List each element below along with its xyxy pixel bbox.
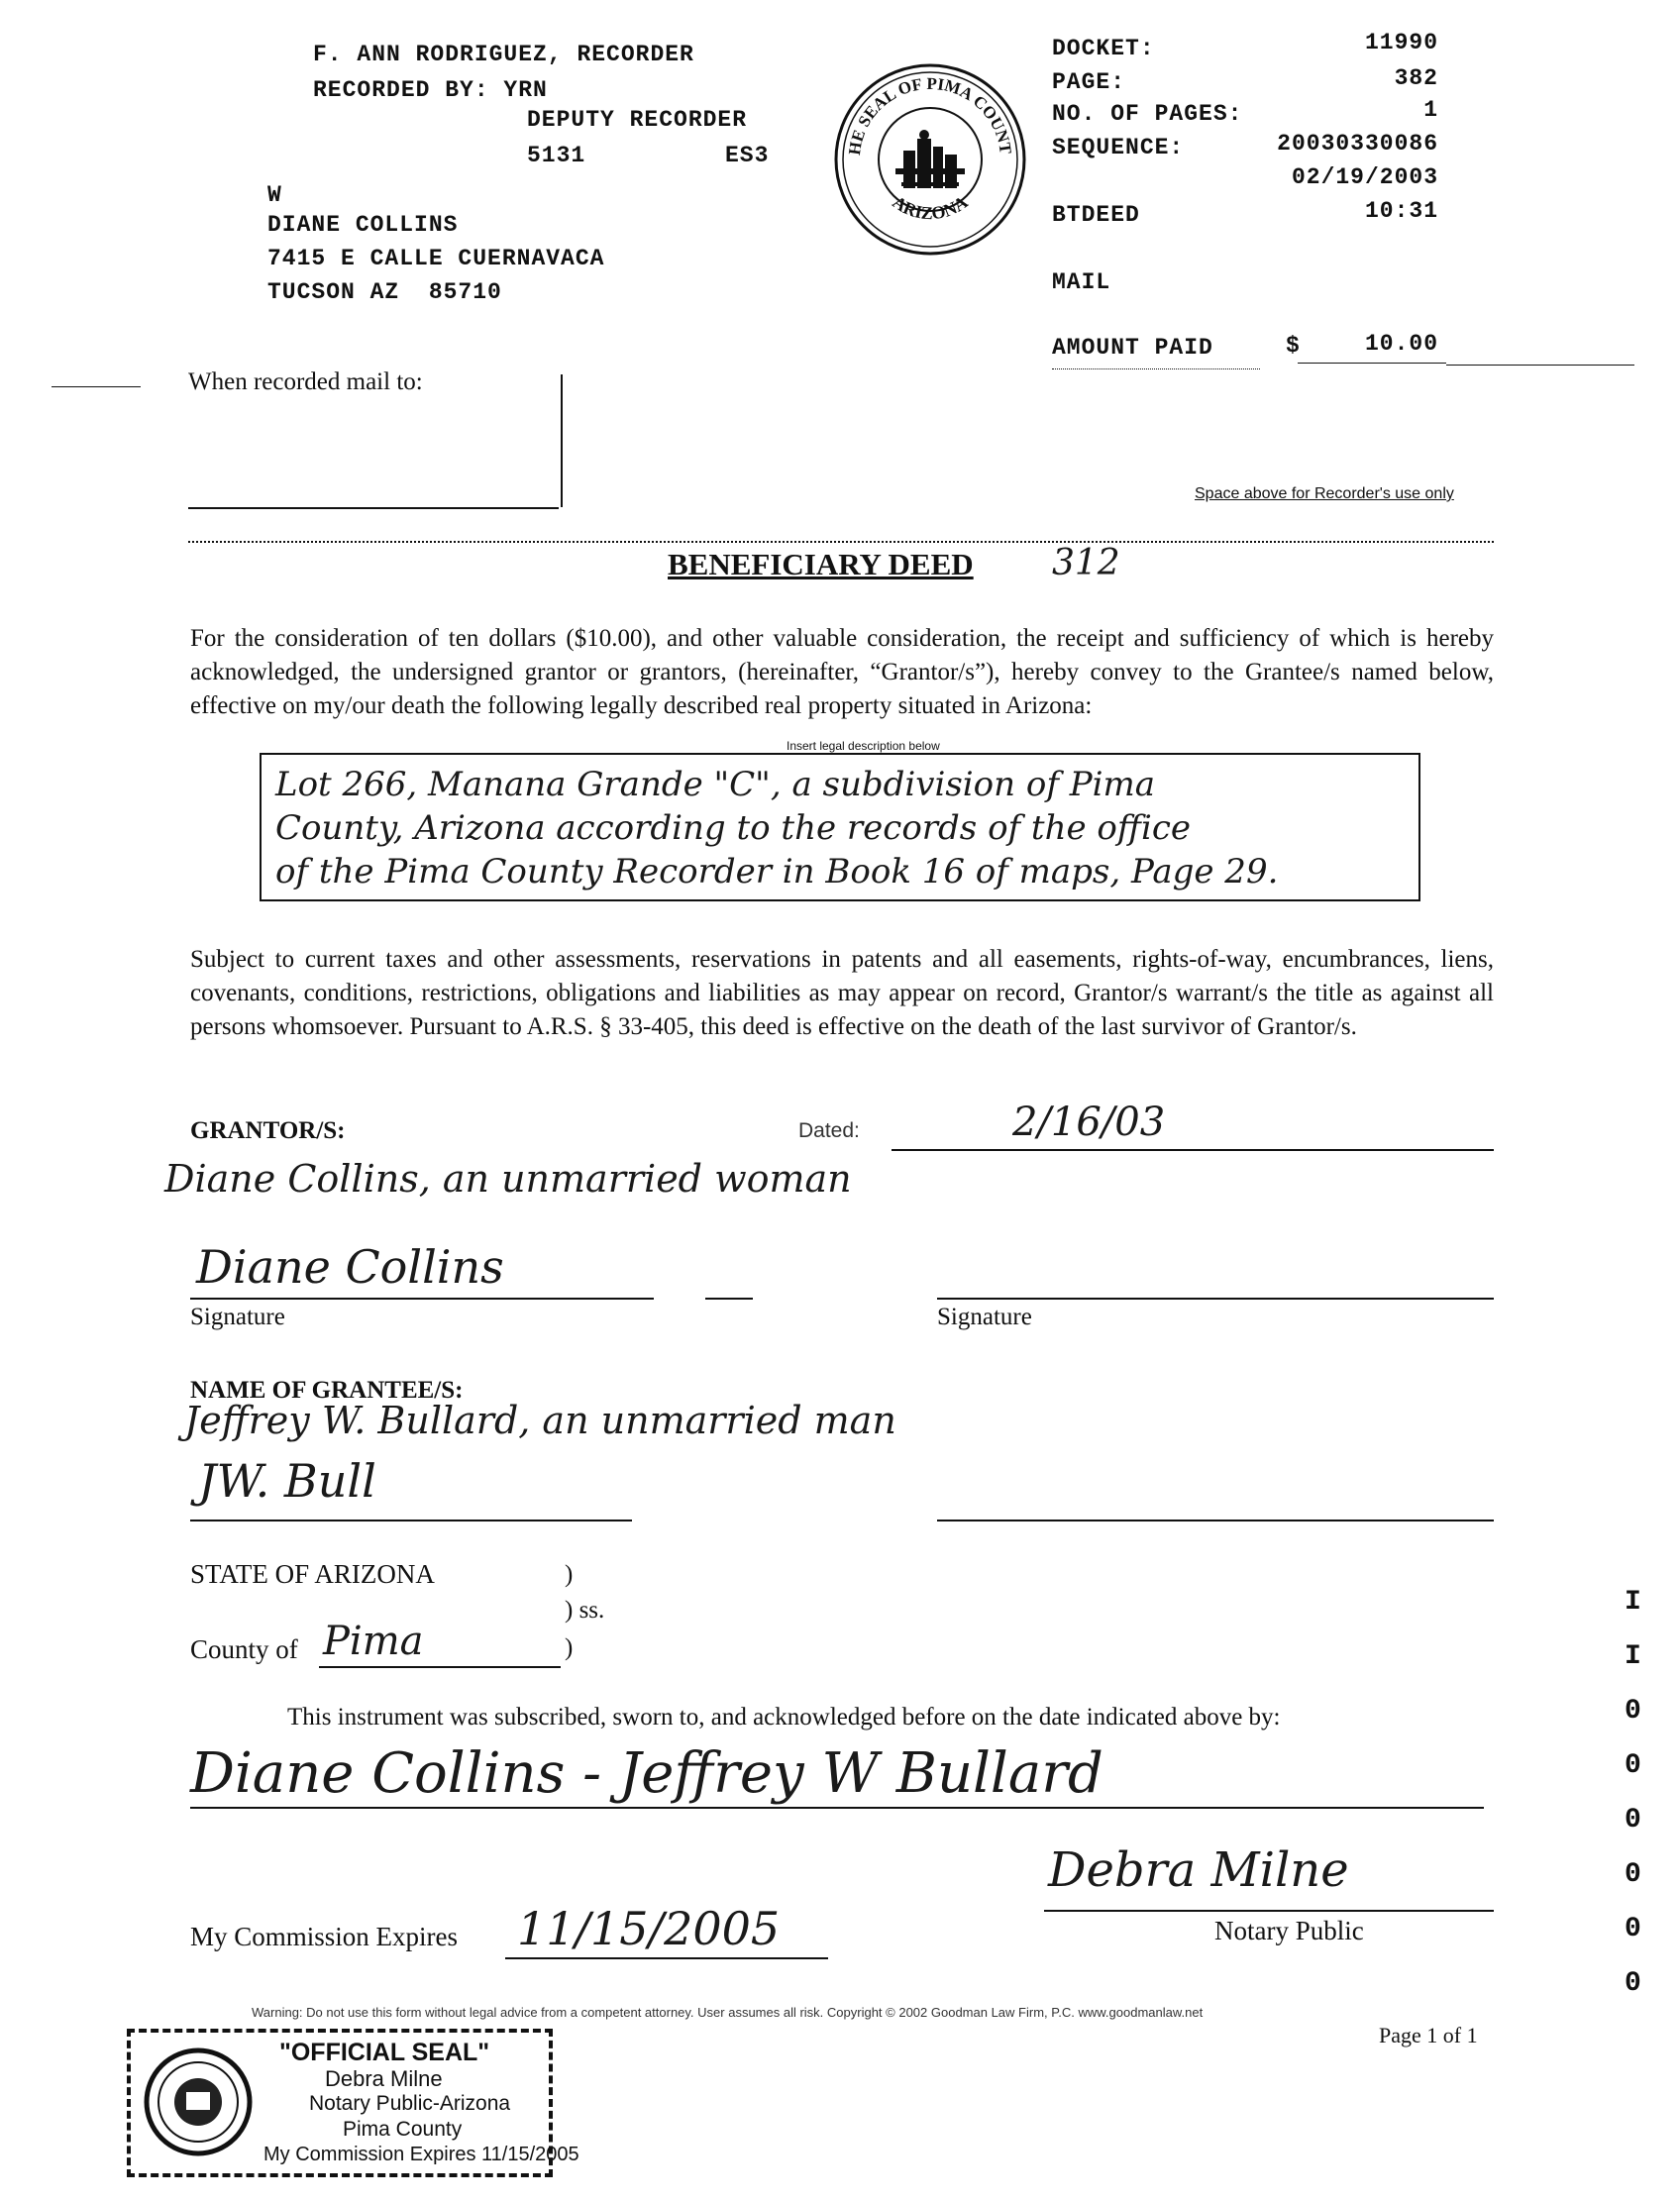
margin-code: I I 0 0 0 0 0 0 — [1625, 1587, 1642, 1999]
instrument-statement: This instrument was subscribed, sworn to, and acknowledged before on the date indicated above by: — [287, 1704, 1281, 1731]
grantor-signature-line — [190, 1298, 654, 1300]
legal-caption: Insert legal description below — [787, 739, 940, 753]
page-label: PAGE: — [1052, 69, 1126, 95]
commission-label: My Commission Expires — [190, 1922, 459, 1951]
grantee-label: NAME OF GRANTEE/S: — [190, 1377, 464, 1404]
amount-currency: $ — [1286, 333, 1301, 359]
docket-value: 11990 — [1364, 30, 1438, 55]
notary-public-label: Notary Public — [1214, 1916, 1364, 1945]
venue-paren-1: ) — [565, 1561, 574, 1588]
legal-line-3: of the Pima County Recorder in Book 16 of maps, Page 29. — [275, 852, 1279, 892]
seal-top-text: HE SEAL OF PIMA COUNT — [844, 73, 1015, 157]
notary-signature-line — [1044, 1910, 1494, 1912]
stamp-expires: My Commission Expires 11/15/2005 — [263, 2144, 579, 2165]
grantee-signature-line — [190, 1520, 632, 1521]
signature-label-left: Signature — [190, 1304, 285, 1330]
sequence-label: SEQUENCE: — [1052, 135, 1185, 160]
notary-seal-graphic — [143, 2046, 254, 2157]
docket-label: DOCKET: — [1052, 36, 1155, 61]
amount-label-underline — [1052, 368, 1260, 369]
seal-bottom-text: ARIZONA — [889, 191, 972, 224]
recorder-code: 5131 — [527, 143, 586, 168]
record-time: 10:31 — [1364, 198, 1438, 224]
stamp-role: Notary Public-Arizona — [309, 2092, 511, 2115]
deed-title-note: 312 — [1052, 543, 1120, 583]
mail-to-line — [188, 507, 559, 509]
recorder-space-divider — [188, 541, 1494, 543]
commission-value: 11/15/2005 — [517, 1902, 781, 1955]
addressee-street: 7415 E CALLE CUERNAVACA — [267, 246, 605, 271]
grantor-label: GRANTOR/S: — [190, 1117, 346, 1144]
county-line — [319, 1666, 561, 1668]
mail-label: MAIL — [1052, 269, 1111, 295]
recorded-by: RECORDED BY: YRN — [313, 77, 548, 103]
deed-type: BTDEED — [1052, 202, 1140, 228]
parties-line — [190, 1807, 1484, 1809]
stamp-name: Debra Milne — [325, 2066, 443, 2091]
addressee-w: W — [267, 182, 282, 208]
svg-text:ARIZONA — [889, 192, 971, 224]
venue-paren-3: ) — [565, 1634, 574, 1661]
state-label: STATE OF ARIZONA — [190, 1559, 435, 1589]
amount-value: 10.00 — [1364, 331, 1438, 357]
recorder-name: F. ANN RODRIGUEZ, RECORDER — [313, 42, 694, 67]
dated-line — [892, 1149, 1494, 1151]
grantee-name: Jeffrey W. Bullard, an unmarried man — [184, 1399, 896, 1442]
acknowledged-parties: Diane Collins - Jeffrey W Bullard — [190, 1741, 1103, 1806]
dated-label: Dated: — [798, 1119, 860, 1142]
grantee-second-line — [937, 1520, 1494, 1521]
legal-description-box — [260, 753, 1420, 901]
county-seal — [832, 61, 1028, 258]
amount-underline — [1298, 363, 1446, 364]
county-value: Pima — [323, 1619, 424, 1664]
mail-box-edge — [561, 374, 563, 507]
amount-label: AMOUNT PAID — [1052, 335, 1213, 361]
venue-ss: ) ss. — [565, 1597, 605, 1624]
grantor-signature: Diane Collins — [196, 1240, 504, 1294]
addressee-name: DIANE COLLINS — [267, 212, 459, 238]
grantor-name: Diane Collins, an unmarried woman — [164, 1157, 852, 1201]
dated-value: 2/16/03 — [1012, 1100, 1166, 1145]
pages-value: 1 — [1423, 97, 1438, 123]
record-date: 02/19/2003 — [1291, 164, 1438, 190]
county-label: County of — [190, 1634, 298, 1664]
when-recorded-label: When recorded mail to: — [188, 368, 423, 395]
legal-line-1: Lot 266, Manana Grande "C", a subdivision of Pima — [275, 765, 1155, 804]
addressee-city: TUCSON AZ 85710 — [267, 279, 502, 305]
recorder-code-2: ES3 — [725, 143, 770, 168]
official-seal-stamp — [127, 2029, 579, 2177]
intro-paragraph: For the consideration of ten dollars ($10.00), and other valuable consideration, the receipt and sufficiency of which is hereby acknowledged, the undersigned grantor or grantors, (hereinafter, “Grantor/s”), hereby convey to the Grantee/s named below, effective on my/our death the following legally described real property situated in Arizona: — [190, 625, 1494, 719]
amount-right-rule — [1446, 365, 1634, 366]
page-number: Page 1 of 1 — [1379, 2023, 1478, 2047]
footer-warning: Warning: Do not use this form without legal advice from a competent attorney. User assumes all risk. Copyright © 2002 Goodman Law Firm, P.C. www.goodmanlaw.net — [252, 2005, 1204, 2020]
seal-graphic — [832, 61, 1028, 258]
sequence-value: 20030330086 — [1277, 131, 1438, 157]
notary-signature: Debra Milne — [1048, 1842, 1349, 1898]
left-margin-rule — [52, 386, 141, 387]
deputy-recorder: DEPUTY RECORDER — [527, 107, 748, 133]
pages-label: NO. OF PAGES: — [1052, 101, 1243, 127]
signature-label-right: Signature — [937, 1304, 1032, 1330]
grantor-signature-dash — [705, 1298, 753, 1300]
space-above-note: Space above for Recorder's use only — [1195, 485, 1454, 502]
grantee-signature: JW. Bull — [198, 1454, 376, 1508]
commission-line — [505, 1957, 828, 1959]
stamp-county: Pima County — [343, 2118, 463, 2141]
legal-line-2: County, Arizona according to the records of the office — [275, 808, 1192, 848]
deed-title: BENEFICIARY DEED — [668, 547, 974, 581]
page-value: 382 — [1394, 65, 1438, 91]
second-signature-line — [937, 1298, 1494, 1300]
stamp-title: "OFFICIAL SEAL" — [279, 2039, 490, 2066]
subject-paragraph: Subject to current taxes and other assessments, reservations in patents and all easements, rights-of-way, encumbrances, liens, covenants, conditions, restrictions, obligations and liabilities as may appear on record, Grantor/s warrant/s the title as against all persons whomsoever. Pursuant to A.R.S. § 33-405, this deed is effective on the death of the last survivor of Grantor/s. — [190, 946, 1494, 1040]
